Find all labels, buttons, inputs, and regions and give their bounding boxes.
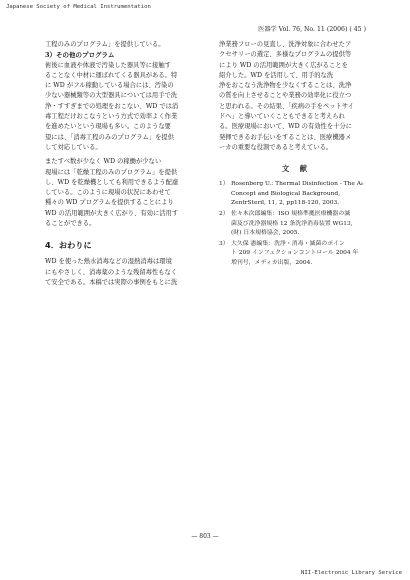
text-line: の質を向上させることや業務の効率化に役立つ bbox=[219, 92, 352, 100]
reference-line: (財) 日本規格協会, 2005. bbox=[231, 230, 300, 237]
reference-number: 1） bbox=[219, 181, 229, 188]
subhead-other-programs: 3）その他のプログラム bbox=[45, 51, 115, 60]
text-line: 浄・すすぎまでの処理をおこない、WD では消 bbox=[45, 102, 179, 110]
text-line: WD を使った熱水消毒などの湿熱消毒は環境 bbox=[45, 258, 172, 266]
para-conclusion bbox=[45, 257, 197, 288]
text-line: 発揮できるお手伝いをすることは、医療機器メ bbox=[219, 133, 352, 141]
reference-list bbox=[219, 180, 374, 268]
para-dry-program bbox=[45, 157, 197, 229]
reference-item bbox=[219, 180, 374, 209]
text-line: 浄をおこなう洗浄物を少なくすることは、洗浄 bbox=[219, 82, 352, 90]
reference-line: 増刊号，メディカ出版，2004. bbox=[231, 260, 313, 267]
reference-number: 2） bbox=[219, 211, 229, 218]
text-line: を進めたいという現場も多い。このような要 bbox=[45, 123, 171, 131]
reference-line: 大久保 憲編集：洗浄・消毒・滅菌のポイン bbox=[231, 240, 345, 247]
text-line: 少ない器械類等の大型器具については用手で洗 bbox=[45, 92, 178, 100]
text-line: 工程のみのプログラム」を提供している。 bbox=[45, 41, 165, 48]
text-line: により WD の活用範囲が大きく広がることを bbox=[219, 61, 348, 69]
reference-line: 菌及び洗浄器規格 12 条洗浄消毒装置 WG13, bbox=[231, 220, 353, 227]
para-other-programs bbox=[45, 61, 197, 154]
reference-line: ト 209 インフェクションコントロール 2004 年 bbox=[231, 250, 359, 257]
page-number: — 803 — bbox=[191, 533, 219, 540]
reference-line: Rosenberg U.: Thermal Disinfection - The A₀ bbox=[231, 181, 364, 188]
reference-line: ZentrSteril, 11, 2, pp118-120, 2003. bbox=[231, 200, 340, 207]
reference-line: 佐々木次郎編集：ISO 規格準拠医療機器の滅 bbox=[231, 211, 351, 218]
text-line: している。このように現場の状況にあわせて bbox=[45, 189, 171, 197]
reference-item bbox=[219, 240, 374, 269]
library-service-footer: NII-Electronic Library Service bbox=[300, 570, 402, 576]
reference-item bbox=[219, 210, 374, 239]
para-continued bbox=[219, 40, 374, 153]
reference-line: Concept and Biological Background, bbox=[231, 190, 341, 197]
text-line: 現場には「乾燥工程のみのプログラム」を提供 bbox=[45, 168, 178, 176]
text-line: ーカの重要な役割であると考えている。 bbox=[219, 143, 333, 151]
text-line: 浄業務フローの見直し、洗浄対象に合わせたア bbox=[219, 41, 352, 48]
text-line: 術後に血液や体液で汚染した器具等に接触す bbox=[45, 61, 171, 69]
society-header: Japanese Society of Medical Instrumentation bbox=[6, 4, 151, 10]
reference-number: 3） bbox=[219, 240, 229, 247]
text-line: 毒工程だけおこなうという方式で効率よく作業 bbox=[45, 113, 178, 121]
text-line: 紹介した。WD を活用して、用手的な洗 bbox=[219, 71, 334, 79]
left-column bbox=[45, 40, 197, 288]
text-line: る。医療現場において、WD の有効性を十分に bbox=[219, 123, 353, 131]
text-line: ることができる。 bbox=[45, 220, 96, 228]
text-line: ることなく中材に運ばれてくる器具がある。特 bbox=[45, 71, 178, 79]
text-line: ドへ」と導いていくこともできると考えられ bbox=[219, 113, 345, 121]
para-top bbox=[45, 40, 197, 50]
references-title: 文 献 bbox=[282, 164, 311, 174]
text-line: またすべ数が少なく WD の稼働が少ない bbox=[45, 158, 162, 166]
text-line: し、WD を乾燥機としても利用できるよう配慮 bbox=[45, 178, 179, 186]
right-column bbox=[219, 40, 374, 269]
running-header: 医器学 Vol. 76, No. 11 (2006) ( 45 ) bbox=[258, 26, 366, 33]
section-heading-conclusion: 4．おわりに bbox=[45, 240, 92, 251]
text-line: と思われる。その結果、「疾病の手をペットサイ bbox=[219, 102, 354, 110]
text-line: して対応している。 bbox=[45, 143, 102, 151]
text-line: て安全である。本稿では実際の事例をもとに洗 bbox=[45, 278, 178, 286]
text-line: WD の活用範囲が大きく広がり、有効に活用す bbox=[45, 209, 179, 217]
text-line: 種々の WD プログラムを提供することにより bbox=[45, 199, 174, 207]
text-line: に WD がフル稼動している場合には、汚染の bbox=[45, 82, 174, 90]
text-line: にもやさしく、消毒薬のような残留毒性もなく bbox=[45, 268, 178, 276]
text-line: 望には、「消毒工程のみのプログラム」を提供 bbox=[45, 133, 175, 141]
text-line: クセサリーの選定、多様なプログラムの提供等 bbox=[219, 51, 352, 59]
